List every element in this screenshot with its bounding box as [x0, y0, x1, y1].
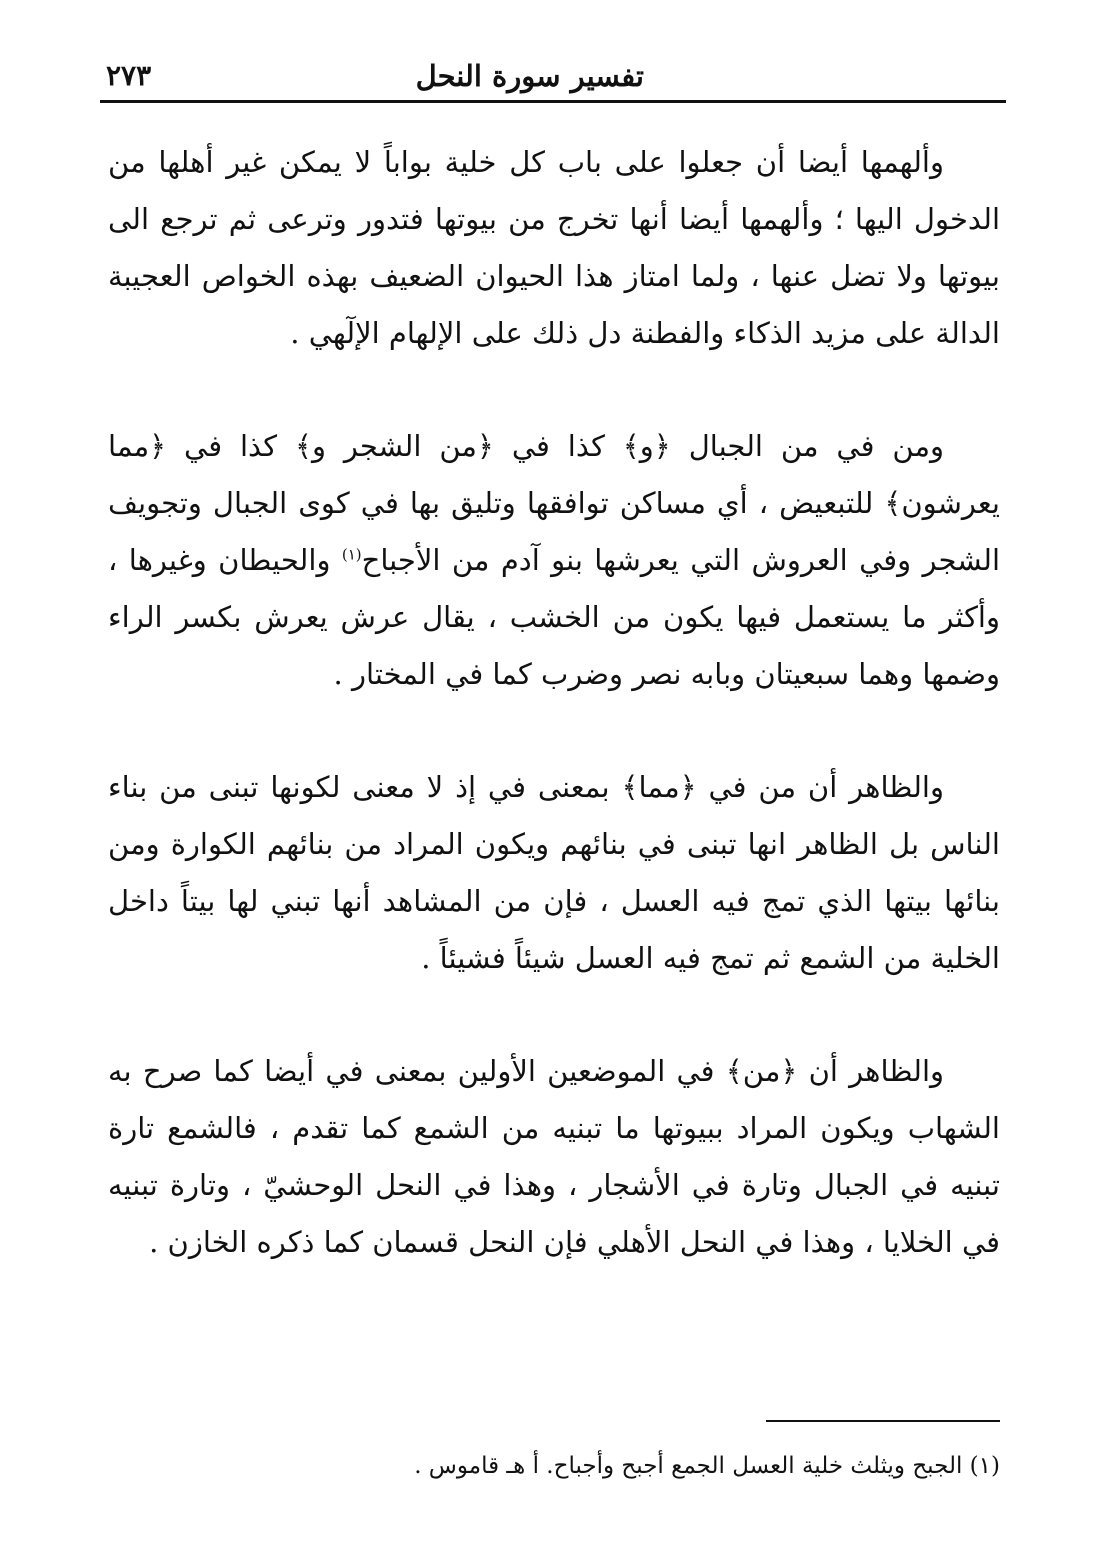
paragraph-2: [108, 418, 1000, 703]
paragraph-2-text-after: والحيطان وغيرها ، وأكثر ما يستعمل فيها يكون من الخشب ، يقال عرش يعرش بكسر الراء وضمها وهما سبعيتان وبابه نصر وضرب كما في المختار .: [108, 543, 1000, 691]
page-header: [100, 58, 1006, 94]
footnote: (١) الجبح ويثلث خلية العسل الجمع أجبح وأجباح. أ هـ قاموس .: [414, 1453, 1000, 1479]
header-rule: [100, 100, 1006, 103]
paragraph-3: والظاهر أن من في ﴿مما﴾ بمعنى في إذ لا معنى لكونها تبنى من بناء الناس بل الظاهر انها تبنى في بنائهم ويكون المراد من بنائهم الكوارة ومن بنائها بيتها الذي تمج فيه العسل ، فإن من المشاهد أنها تبني لها بيتاً داخل الخلية من الشمع ثم تمج فيه العسل شيئاً فشيئاً .: [108, 770, 1000, 975]
body-text: [108, 134, 1000, 1271]
page-number: ٢٧٣: [106, 59, 152, 92]
paragraph-1: وألهمها أيضا أن جعلوا على باب كل خلية بواباً لا يمكن غير أهلها من الدخول اليها ؛ وألهمها أيضا أنها تخرج من بيوتها فتدور وترعى ثم ترجع الى بيوتها ولا تضل عنها ، ولما امتاز هذا الحيوان الضعيف بهذه الخواص العجيبة الدالة على مزيد الذكاء والفطنة دل ذلك على الإلهام الإلٓهي .: [108, 145, 1000, 350]
running-title: تفسير سورة النحل: [415, 59, 644, 93]
footnote-rule: [766, 1420, 1000, 1422]
paragraph-2-text-before: ومن في من الجبال ﴿و﴾ كذا في ﴿من الشجر و﴾ كذا في ﴿مما يعرشون﴾ للتبعيض ، أي مساكن توافقها وتليق بها في كوى الجبال وتجويف الشجر وفي العروش التي يعرشها بنو آدم من الأجباح: [108, 429, 1001, 577]
footnote-reference: (١): [341, 545, 362, 564]
paragraph-4: والظاهر أن ﴿من﴾ في الموضعين الأولين بمعنى في أيضا كما صرح به الشهاب ويكون المراد ببيوتها ما تبنيه من الشمع كما تقدم ، فالشمع تارة تبنيه في الجبال وتارة في الأشجار ، وهذا في النحل الوحشيّ ، وتارة تبنيه في الخلايا ، وهذا في النحل الأهلي فإن النحل قسمان كما ذكره الخازن .: [108, 1054, 1000, 1259]
